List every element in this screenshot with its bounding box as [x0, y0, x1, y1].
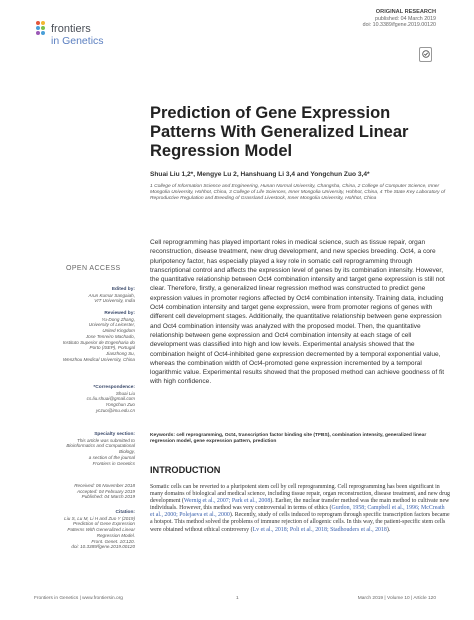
accepted-date: Accepted: 04 February 2019 [77, 488, 135, 494]
intro-text: ). Earlier, the nuclear transfer method was the main method to cultivate new individuals. However, this method was very controversial in terms of ethics ( [150, 498, 450, 512]
article-authors: Shuai Liu 1,2*, Mengye Lu 2, Hanshuang Li 3,4 and Yongchun Zuo 3,4* [150, 171, 370, 178]
citation-line: Prediction of Gene Expression [72, 521, 135, 527]
reviewer-line: Instituto Superior de Engenharia do [62, 339, 135, 345]
introduction-heading: INTRODUCTION [150, 465, 221, 475]
citation-line: Liu S, Lu M, Li H and Zuo Y (2019) [64, 515, 135, 521]
citation-doi-link[interactable]: doi: 10.3389/fgene.2019.00120 [71, 544, 135, 550]
footer-journal-link[interactable]: Frontiers in Genetics | www.frontiersin.org [34, 596, 123, 601]
published-date-side: Published: 04 March 2019 [81, 494, 135, 500]
logo-journal: in Genetics [51, 35, 104, 47]
reviewer-line: Jianzhong Su, [105, 350, 135, 356]
corresponding-author: Shuai Liu [115, 390, 135, 396]
reviewer-line: United Kingdom [102, 328, 135, 334]
journal-header [0, 0, 474, 60]
check-for-updates-button[interactable] [419, 47, 432, 62]
introduction-paragraph [150, 484, 450, 534]
citation-line: Patterns With Generalized Linear [67, 527, 135, 533]
published-date: published: 04 March 2019 [375, 15, 436, 22]
citation-link[interactable]: Lv et al., 2018; Poli et al., 2018; Stadhouders et al., 2018 [252, 526, 387, 533]
footer-volume-info: March 2019 | Volume 10 | Article 120 [357, 596, 436, 601]
article-meta [363, 9, 436, 29]
citation-link[interactable]: Gurdon, 1958; Campbell et al., 1996; McCreath et al., 2000; Polejaeva et al., 2000 [150, 505, 445, 519]
page-number: 1 [236, 596, 239, 601]
specialty-line: Biology, [118, 449, 135, 455]
specialty-line: Bioinformatics and Computational [66, 443, 135, 449]
logo-brand: frontiers [51, 23, 91, 35]
reviewed-by-label: Reviewed by: [104, 311, 135, 316]
reviewed-by-section [35, 311, 135, 362]
reviewer-line: Wenzhou Medical University, China [62, 356, 135, 362]
correspondence-label: *Correspondence: [93, 385, 135, 390]
edited-by-section [35, 287, 135, 304]
author-email-link[interactable]: cs.liu.shuai@gmail.com [86, 396, 135, 402]
article-type: ORIGINAL RESEARCH [375, 9, 436, 15]
corresponding-author: Yongchun Zuo [105, 402, 135, 408]
open-access-label: OPEN ACCESS [66, 265, 121, 272]
article-title: Prediction of Gene Expression Patterns With Generalized Linear Regression Model [150, 104, 409, 161]
editor-affiliation: VIT University, India [94, 298, 135, 304]
frontiers-logo-icon [34, 20, 48, 44]
intro-text: Somatic cells can be reverted to a pluripotent stem cell by cell reprogramming. Cell reprogramming has been significant in many domains of biological and medical science, including tissue repair, organ reconstruction, disease treatment, and new drug development ( [150, 484, 450, 505]
citation-line: Front. Genet. 10:120. [91, 538, 135, 544]
editor-name: Arun Kumar Sangaiah, [88, 292, 135, 298]
citation-section [35, 510, 135, 550]
dates-section [35, 483, 135, 500]
intro-text: ). Recently, study of cells induced to reprogram through specific transcription factors became a hotspot. This method solved the problems of immune rejection of allogenic cells. In this way, the patient-specific stem cells were obtained without ethical controversy ( [150, 512, 450, 533]
specialty-line: This article was submitted to [77, 437, 135, 443]
specialty-label: Specialty section: [94, 432, 135, 437]
author-email-link[interactable]: yczuo@imu.edu.cn [95, 407, 135, 413]
reviewer-line: Yu-Dong Zhang, [101, 316, 135, 322]
citation-link[interactable]: Wernig et al., 2007; Park et al., 2008 [183, 498, 271, 505]
update-check-icon [422, 50, 430, 58]
journal-logo[interactable] [34, 20, 164, 56]
intro-text: ). [386, 526, 391, 533]
specialty-line: a section of the journal [88, 454, 135, 460]
citation-label: Citation: [115, 510, 135, 515]
article-keywords: Keywords: cell reprogramming, Oct4, transcription factor binding site (TFBS), combination intensity, generalized linear regression model, gene expression pattern, prediction [150, 433, 427, 445]
specialty-section [35, 432, 135, 466]
reviewer-line: Jose Tenreiro Machado, [85, 333, 135, 339]
reviewer-line: University of Leicester, [88, 322, 135, 328]
correspondence-section [35, 385, 135, 414]
author-affiliations: 1 College of Information Science and Engineering, Hunan Normal University, Changsha, China, 2 College of Computer Science, Inner Mongolia University, Hohhot, China, 3 College of Life Sciences, Inner Mongolia University, Hohhot, China, 4 The State Key Laboratory of Reproductive Regulation and Breeding of Grassland Livestock, Inner Mongolia University, Hohhot, China [150, 184, 446, 202]
received-date: Received: 06 November 2018 [74, 483, 135, 488]
logo-text [51, 24, 104, 47]
edited-by-label: Edited by: [111, 287, 135, 292]
specialty-line: Frontiers in Genetics [92, 460, 135, 466]
citation-line: Regression Model. [96, 532, 135, 538]
article-abstract: Cell reprogramming has played important roles in medical science, such as tissue repair, organ reconstruction, disease treatment, new drug development, and new species breeding. Oct4, a core pluripotency factor, has especially played a key role in somatic cell reprogramming through transcriptional control and affects the expression level of genes by its combination intensity. However, the quantitative relationship between Oct4 combination intensity and target gene expression is still not clear. Therefore, firstly, a generalized linear regression method was constructed to predict gene expression values in promoter regions affected by Oct4 combination intensity. Training data, including Oct4 combination intensity and target gene expression, were from promoter regions of genes with different cell development stages. Additionally, the quantitative relationship between gene expression and Oct4 combination intensity was analyzed with the proposed model. Then, the quantitative relationship between gene expression and Oct4 combination intensity at each stage of cell development was classified into high and low levels. Experimental analysis showed that the combination height of Oct4-inhibited gene expression decremented by a temporal exponential value, whereas the combination width of Oct4-promoted gene expression incremented by a temporal logarithmic value. Experimental results showed that the proposed method can achieve goodness of fit with high confidence. [150, 239, 445, 386]
article-doi[interactable]: doi: 10.3389/fgene.2019.00120 [362, 22, 436, 28]
reviewer-line: Porto (ISEP), Portugal [89, 345, 135, 351]
